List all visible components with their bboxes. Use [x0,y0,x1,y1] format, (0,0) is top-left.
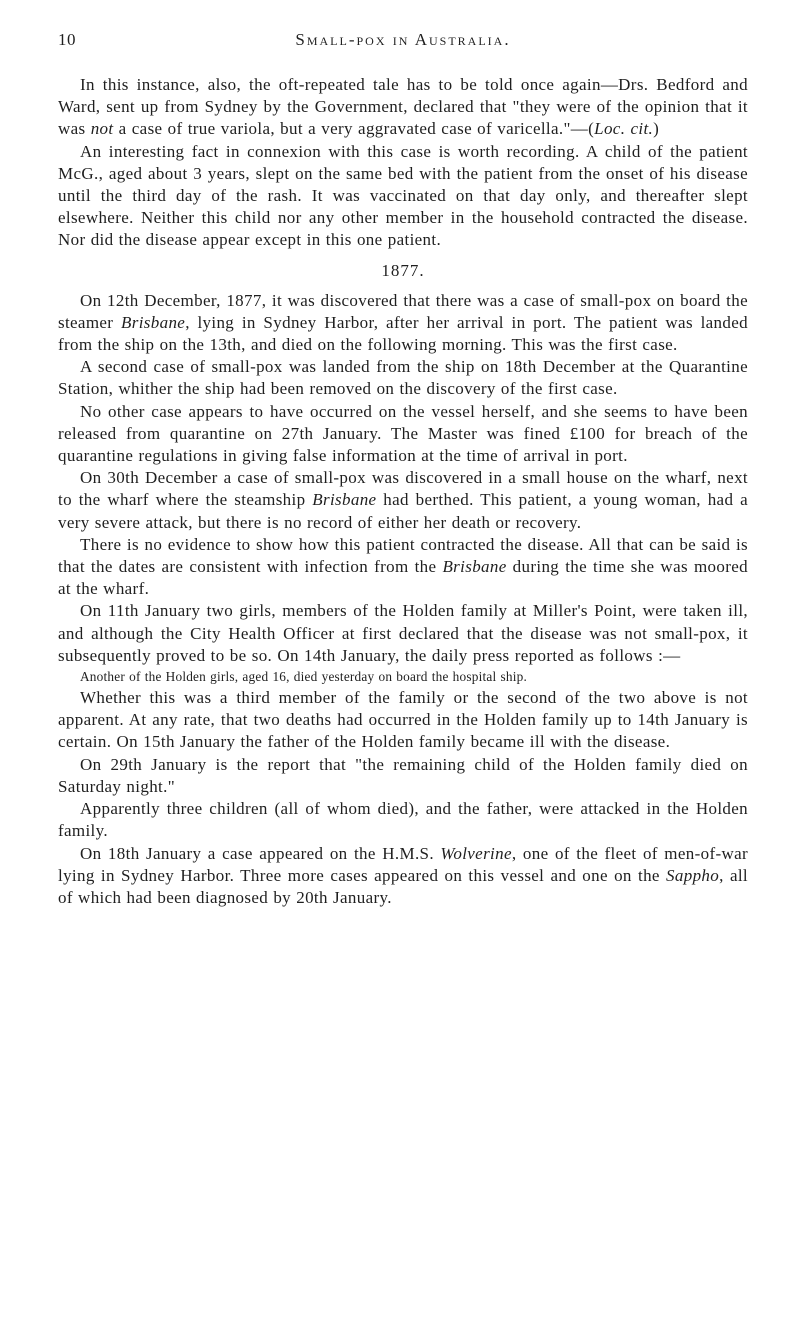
body-paragraph [58,356,748,400]
text-run: Another of the Holden girls, aged 16, died yesterday on board the hospital ship. [80,669,527,685]
text-run: On 18th January a case appeared on the H.M.S. [80,843,441,863]
text-run: On 30th December a case of small-pox was discovered in a small house on the wharf, next to the wharf where the steamship [58,468,748,510]
text-run: Whether this was a third member of the family or the second of the two above is not apparent. At any rate, that two deaths had occurred in the Holden family up to 14th January is certain. On 15th January the father of the Holden family became ill with the disease. [58,688,748,752]
body-text [58,74,748,909]
italic-term: Sappho [666,865,720,885]
italic-term: Wolverine [440,843,512,863]
text-run: Apparently three children (all of whom died), and the father, were attacked in the Holden family. [58,799,748,841]
italic-term: Brisbane [442,557,507,577]
text-run: There is no evidence to show how this patient contracted the disease. All that can be said is that the dates are consistent with infection from the [58,534,748,577]
text-run: On 11th January two girls, members of the Holden family at Miller's Point, were taken ill, and although the City Health Officer at first declared that the disease was not small-pox, it subsequently proved to be so. On 14th January, the daily press reported as follows :— [58,601,748,665]
body-paragraph [58,843,748,910]
text-run: , all of which had been diagnosed by 20th January. [58,865,748,907]
text-run: during the time she was moored at the wharf. [58,557,748,599]
press-quotation [58,667,748,687]
text-run: In this instance, also, the oft-repeated tale has to be told once again—Drs. Bedford and Ward, sent up from Sydney by the Government, declared that "they were of the opinion that it was [58,75,748,139]
body-paragraph [58,401,748,468]
page-number: 10 [58,30,76,49]
section-year-heading: 1877. [381,260,425,280]
italic-term: Brisbane [312,490,377,510]
body-paragraph [58,600,748,667]
text-run: On 29th January is the report that "the remaining child of the Holden family died on Saturday night." [58,754,748,796]
text-run: , one of the fleet of men-of-war lying in Sydney Harbor. Three more cases appeared on this vessel and one on the [58,843,748,885]
body-paragraph [58,798,748,842]
body-paragraph [58,74,748,141]
body-paragraph [58,141,748,252]
body-paragraph [58,467,748,534]
text-run: No other case appears to have occurred on the vessel herself, and she seems to have been released from quarantine on 27th January. The Master was fined £100 for breach of the quarantine regulations in giving false information at the time of arrival in port. [58,401,748,466]
body-paragraph [58,754,748,798]
italic-term: Loc. cit. [594,119,654,139]
running-title: Small-pox in Australia. [295,30,511,49]
body-paragraph [58,534,748,601]
text-run: a case of true variola, but a very aggravated case of varicella."—( [113,119,595,139]
body-paragraph [58,290,748,357]
text-run: An interesting fact in connexion with this case is worth recording. A child of the patient McG., aged about 3 years, slept on the same bed with the patient from the onset of his disease until the third day of the rash. It was vaccinated on that day only, and thereafter slept elsewhere. Neither this child nor any other member in the household contracted the disease. Nor did the disease appear except in this one patient. [58,141,748,250]
text-run: On 12th December, 1877, it was discovered that there was a case of small-pox on board the steamer [58,290,748,332]
text-run: ) [653,119,660,139]
text-run: A second case of small-pox was landed from the ship on 18th December at the Quarantine Station, whither the ship had been removed on the discovery of the first case. [58,357,748,399]
text-run: had berthed. This patient, a young woman, had a very severe attack, but there is no record of either her death or recovery. [58,490,749,532]
text-run: , lying in Sydney Harbor, after her arrival in port. The patient was landed from the ship on the 13th, and died on the following morning. This was the first case. [58,312,748,355]
body-paragraph [58,687,748,754]
italic-term: not [90,119,114,139]
running-head [58,30,748,54]
italic-term: Brisbane [121,312,186,332]
